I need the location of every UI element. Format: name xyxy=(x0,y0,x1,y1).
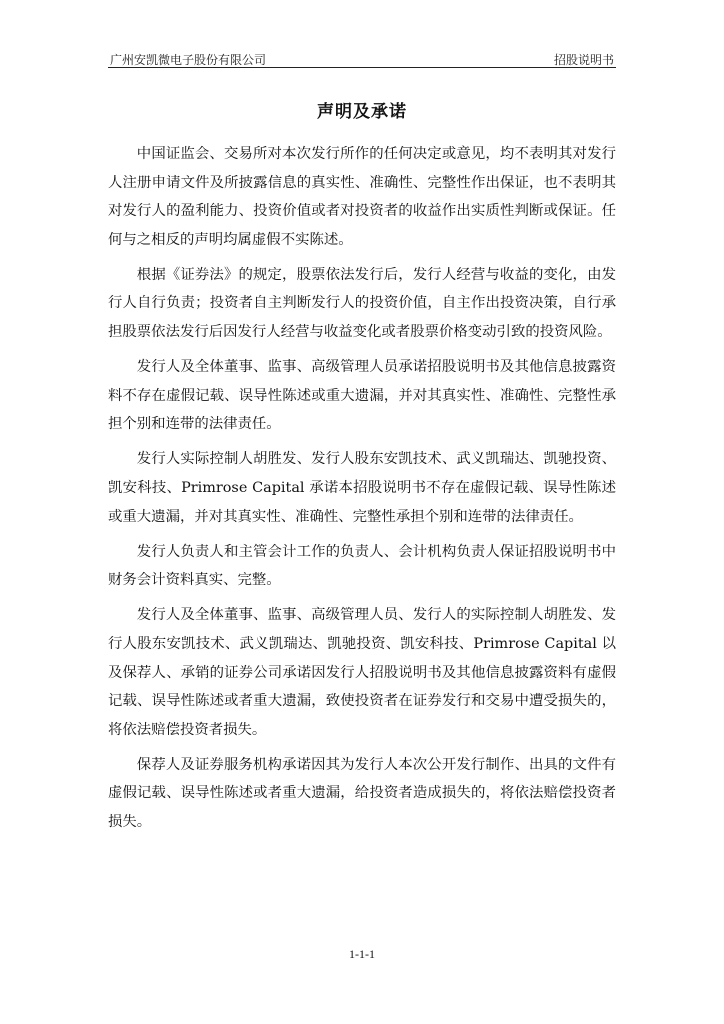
page-number: 1-1-1 xyxy=(349,947,375,961)
paragraph: 根据《证券法》的规定，股票依法发行后，发行人经营与收益的变化，由发行人自行负责；投资者自主判断发行人的投资价值，自主作出投资决策，自行承担股票依法发行后因发行人经营与收益变化或者股票价格变动引致的投资风险。 xyxy=(108,266,616,341)
page-header xyxy=(108,48,616,68)
body-text xyxy=(108,140,616,843)
header-divider xyxy=(108,67,616,68)
header-company-name: 广州安凯微电子股份有限公司 xyxy=(110,53,267,67)
paragraph: 发行人及全体董事、监事、高级管理人员、发行人的实际控制人胡胜发、发行人股东安凯技术、武义凯瑞达、凯驰投资、凯安科技、Primrose Capital 以及保荐人、承销的证券公司承诺因发行人招股说明书及其他信息披露资料有虚假记载、误导性陈述或者重大遗漏，致使投资者在证券发行和交易中遭受损失的，将依法赔偿投资者损失。 xyxy=(108,607,616,738)
paragraph: 发行人及全体董事、监事、高级管理人员承诺招股说明书及其他信息披露资料不存在虚假记载、误导性陈述或重大遗漏，并对其真实性、准确性、完整性承担个别和连带的法律责任。 xyxy=(108,359,616,433)
header-document-type: 招股说明书 xyxy=(553,53,614,67)
paragraph: 发行人负责人和主管会计工作的负责人、会计机构负责人保证招股说明书中财务会计资料真实、完整。 xyxy=(108,543,616,589)
paragraph: 保荐人及证券服务机构承诺因其为发行人本次公开发行制作、出具的文件有虚假记载、误导性陈述或者重大遗漏，给投资者造成损失的，将依法赔偿投资者损失。 xyxy=(108,756,616,831)
page-title: 声明及承诺 xyxy=(317,102,407,122)
paragraph: 发行人实际控制人胡胜发、发行人股东安凯技术、武义凯瑞达、凯驰投资、凯安科技、Primrose Capital 承诺本招股说明书不存在虚假记载、误导性陈述或重大遗漏，并对其真实性、准确性、完整性承担个别和连带的法律责任。 xyxy=(108,451,616,525)
paragraph: 中国证监会、交易所对本次发行所作的任何决定或意见，均不表明其对发行人注册申请文件及所披露信息的真实性、准确性、完整性作出保证，也不表明其对发行人的盈利能力、投资价值或者对投资者的收益作出实质性判断或保证。任何与之相反的声明均属虚假不实陈述。 xyxy=(108,146,616,248)
